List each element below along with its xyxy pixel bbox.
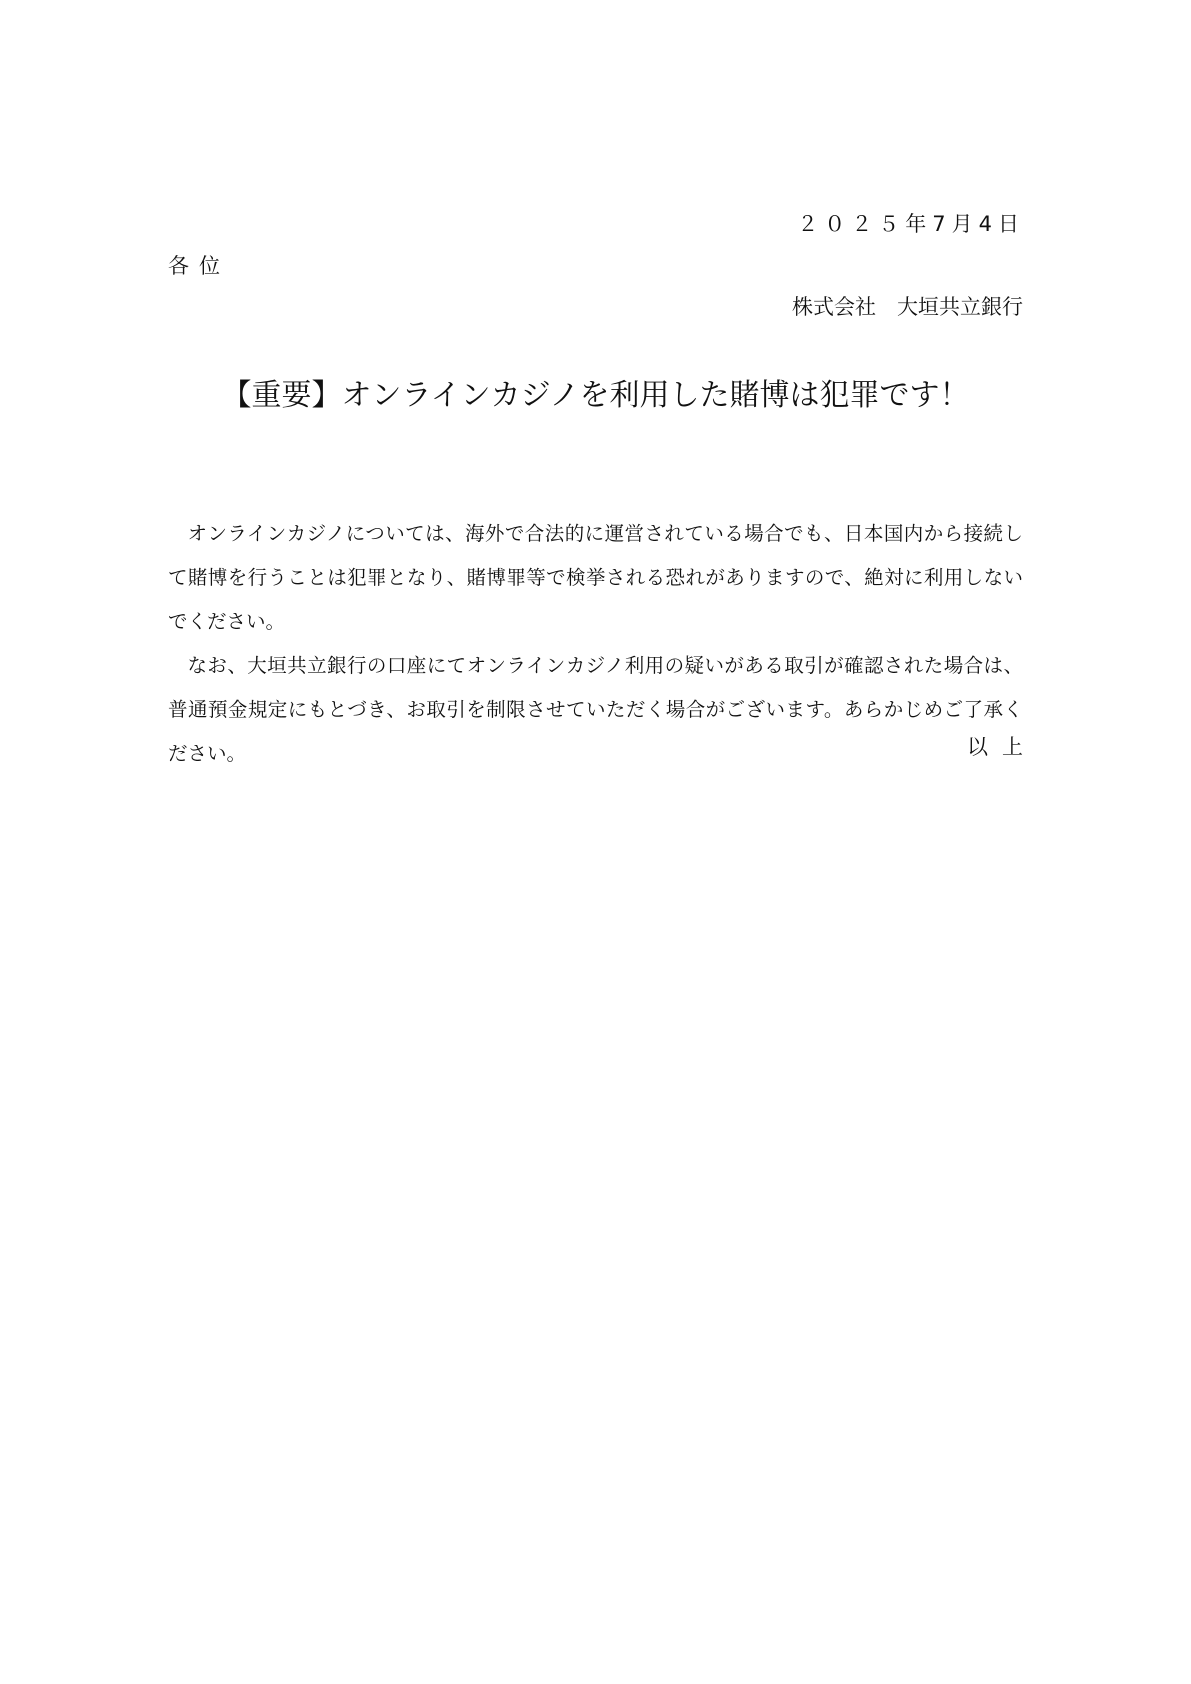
body-paragraph: なお、大垣共立銀行の口座にてオンラインカジノ利用の疑いがある取引が確認された場合は、普通預金規定にもとづき、お取引を制限させていただく場合がございます。あらかじめご了承ください。	[168, 654, 1023, 765]
closing-mark: 以上	[967, 735, 1037, 759]
document-date: ２０２５年7月4日	[797, 212, 1025, 236]
addressee: 各位	[168, 254, 230, 278]
body-paragraph: オンラインカジノについては、海外で合法的に運営されている場合でも、日本国内から接続して賭博を行うことは犯罪となり、賭博罪等で検挙される恐れがありますので、絶対に利用しないでください。	[168, 522, 1023, 633]
notice-body	[168, 512, 1023, 776]
sender-name: 株式会社 大垣共立銀行	[792, 295, 1023, 319]
notice-title: 【重要】オンラインカジノを利用した賭博は犯罪です！	[221, 378, 970, 413]
